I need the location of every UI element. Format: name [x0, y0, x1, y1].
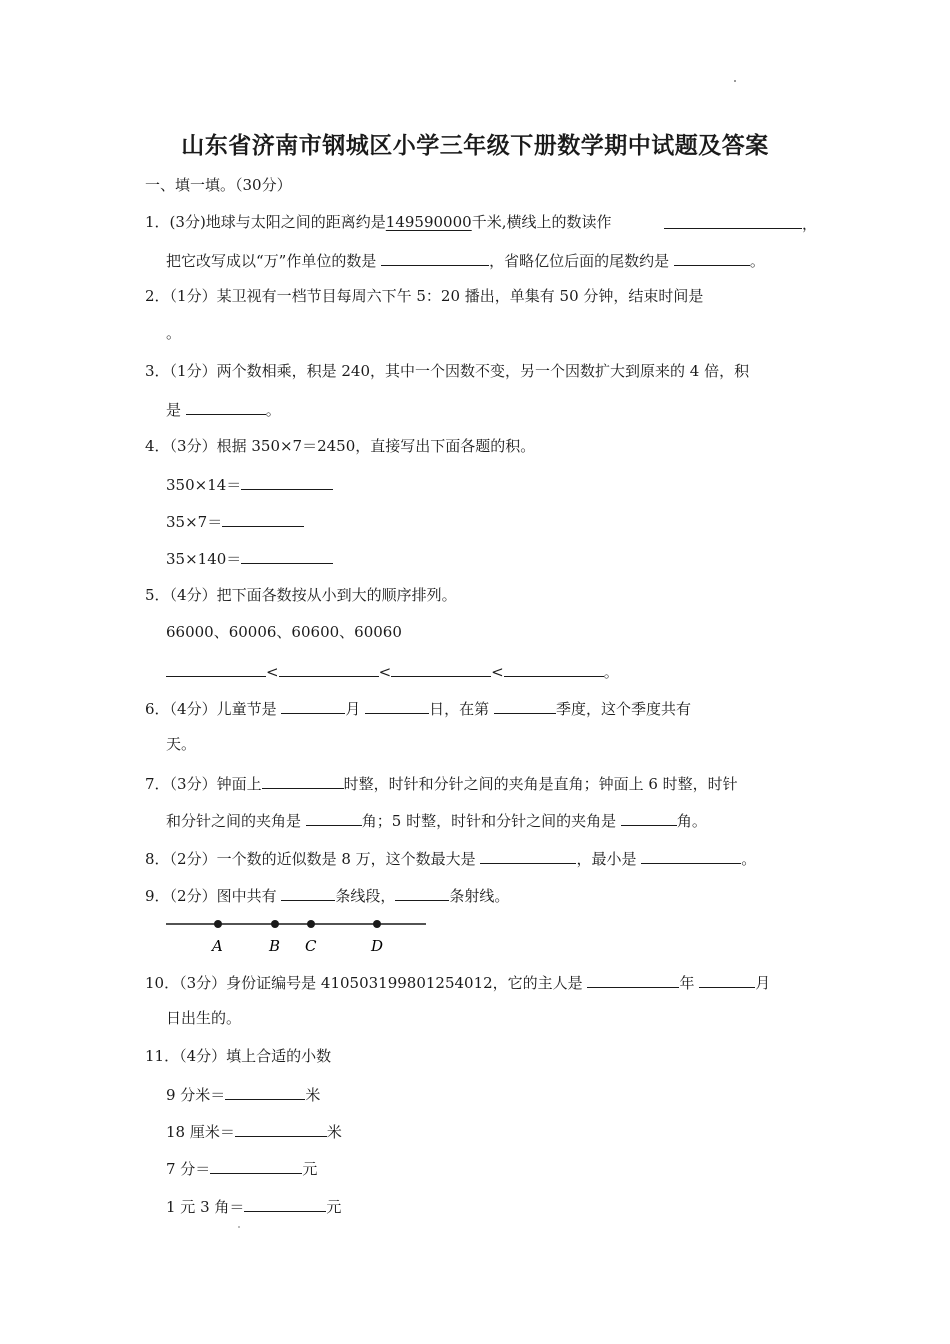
scan-speck — [734, 80, 736, 82]
point-a — [214, 920, 222, 928]
question-8 — [145, 847, 756, 869]
question-2: 2．（1分）某卫视有一档节目每周六下午 5：20 播出，单集有 50 分钟，结束时间是 — [145, 287, 704, 305]
answer-blank[interactable] — [674, 249, 750, 266]
answer-blank[interactable] — [641, 847, 741, 864]
question-10-end: 日出生的。 — [166, 1009, 242, 1027]
q6-text: 6．（4分）儿童节是 — [145, 700, 277, 718]
page-title: 山东省济南市钢城区小学三年级下册数学期中试题及答案 — [181, 133, 769, 159]
q1-number: 149590000 — [385, 213, 472, 231]
q6-text: 季度，这个季度共有 — [555, 700, 691, 718]
q7-text: 和分针之间的夹角是 — [166, 812, 302, 830]
question-4-item — [166, 547, 333, 569]
q1-punct: ， — [802, 215, 818, 233]
answer-blank[interactable] — [391, 660, 491, 677]
answer-blank[interactable] — [587, 971, 679, 988]
q6-text: 月 — [345, 700, 361, 718]
question-10 — [145, 971, 770, 993]
q8-text: 。 — [741, 850, 757, 868]
question-4-item — [166, 473, 333, 495]
q3-text: 是 — [166, 401, 182, 419]
answer-blank[interactable] — [480, 847, 576, 864]
point-d — [373, 920, 381, 928]
q11-unit: 米 — [305, 1086, 321, 1104]
question-7-line-2 — [166, 809, 707, 831]
question-6-end: 天。 — [166, 735, 197, 753]
q1-text: ，省略亿位后面的尾数约是 — [489, 252, 670, 270]
question-1-blank-row — [664, 212, 817, 234]
answer-blank[interactable] — [281, 697, 345, 714]
q10-text: 月 — [755, 974, 771, 992]
q8-text: ，最小是 — [576, 850, 637, 868]
answer-blank[interactable] — [395, 884, 449, 901]
q7-text: 角。 — [676, 812, 707, 830]
q4-expr: 35×7＝ — [166, 513, 223, 531]
question-4: 4．（3分）根据 350×7＝2450，直接写出下面各题的积。 — [145, 437, 536, 455]
answer-blank[interactable] — [186, 398, 266, 415]
label-b: B — [269, 937, 281, 955]
answer-blank[interactable] — [494, 697, 556, 714]
less-than: < — [266, 663, 279, 681]
answer-blank[interactable] — [381, 249, 489, 266]
q10-text: 年 — [679, 974, 695, 992]
less-than: < — [491, 663, 504, 681]
question-5-order-row — [166, 660, 619, 682]
question-7 — [145, 772, 738, 794]
answer-blank[interactable] — [244, 1195, 326, 1212]
q11-expr: 9 分米＝ — [166, 1086, 226, 1104]
question-11-item — [166, 1157, 317, 1179]
question-11-item — [166, 1195, 341, 1217]
line-figure — [164, 914, 430, 958]
scan-speck — [238, 1226, 240, 1228]
q11-expr: 18 厘米＝ — [166, 1123, 235, 1141]
q1-text: 。 — [749, 252, 765, 270]
question-11-item — [166, 1083, 320, 1105]
label-a: A — [212, 937, 223, 955]
answer-blank[interactable] — [222, 510, 304, 527]
question-1 — [145, 212, 611, 232]
answer-blank[interactable] — [210, 1157, 302, 1174]
q1-text: 1．(3分)地球与太阳之间的距离约是 — [145, 213, 386, 231]
answer-blank[interactable] — [166, 660, 266, 677]
question-5-numbers: 66000、60006、60600、60060 — [166, 623, 402, 641]
answer-blank[interactable] — [279, 660, 379, 677]
q9-text: 条线段， — [335, 887, 396, 905]
q9-text: 条射线。 — [449, 887, 510, 905]
question-2-end: 。 — [166, 324, 182, 342]
question-1-line-2 — [166, 249, 765, 271]
q3-text: 。 — [265, 401, 281, 419]
question-4-item — [166, 510, 304, 532]
section-heading: 一、填一填。（30分） — [145, 176, 292, 194]
answer-blank[interactable] — [241, 547, 333, 564]
question-3: 3．（1分）两个数相乘，积是 240，其中一个因数不变，另一个因数扩大到原来的 4 倍，积 — [145, 362, 750, 380]
q6-text: 日，在第 — [429, 700, 490, 718]
question-3-line-2 — [166, 398, 281, 420]
label-c: C — [305, 937, 317, 955]
answer-blank[interactable] — [504, 660, 604, 677]
answer-blank[interactable] — [281, 884, 335, 901]
question-9 — [145, 884, 509, 906]
question-11: 11．（4分）填上合适的小数 — [145, 1047, 332, 1065]
q7-text: 时整，时针和分针之间的夹角是直角；钟面上 6 时整，时针 — [343, 775, 738, 793]
q7-text: 角；5 时整，时针和分针之间的夹角是 — [361, 812, 617, 830]
question-6 — [145, 697, 691, 719]
answer-blank[interactable] — [262, 772, 344, 789]
q11-unit: 元 — [302, 1160, 318, 1178]
question-11-item — [166, 1120, 342, 1142]
answer-blank[interactable] — [225, 1083, 305, 1100]
q10-text: 10．（3分）身份证编号是 410503199801254012，它的主人是 — [145, 974, 583, 992]
answer-blank[interactable] — [664, 212, 802, 229]
q5-punct: 。 — [603, 663, 619, 681]
q9-text: 9．（2分）图中共有 — [145, 887, 277, 905]
point-c — [307, 920, 315, 928]
q4-expr: 35×140＝ — [166, 550, 242, 568]
answer-blank[interactable] — [621, 809, 677, 826]
point-b — [271, 920, 279, 928]
answer-blank[interactable] — [241, 473, 333, 490]
answer-blank[interactable] — [365, 697, 429, 714]
q11-unit: 元 — [326, 1198, 342, 1216]
q7-text: 7．（3分）钟面上 — [145, 775, 262, 793]
answer-blank[interactable] — [306, 809, 362, 826]
q1-text: 把它改写成以“万”作单位的数是 — [166, 252, 377, 270]
question-5: 5．（4分）把下面各数按从小到大的顺序排列。 — [145, 586, 457, 604]
less-than: < — [378, 663, 392, 681]
answer-blank[interactable] — [235, 1120, 327, 1137]
answer-blank[interactable] — [699, 971, 755, 988]
q8-text: 8．（2分）一个数的近似数是 8 万，这个数最大是 — [145, 850, 476, 868]
q11-expr: 1 元 3 角＝ — [166, 1198, 245, 1216]
q4-expr: 350×14＝ — [166, 476, 242, 494]
q11-expr: 7 分＝ — [166, 1160, 211, 1178]
label-d: D — [371, 937, 384, 955]
q1-text: 千米,横线上的数读作 — [471, 213, 612, 231]
q11-unit: 米 — [326, 1123, 342, 1141]
